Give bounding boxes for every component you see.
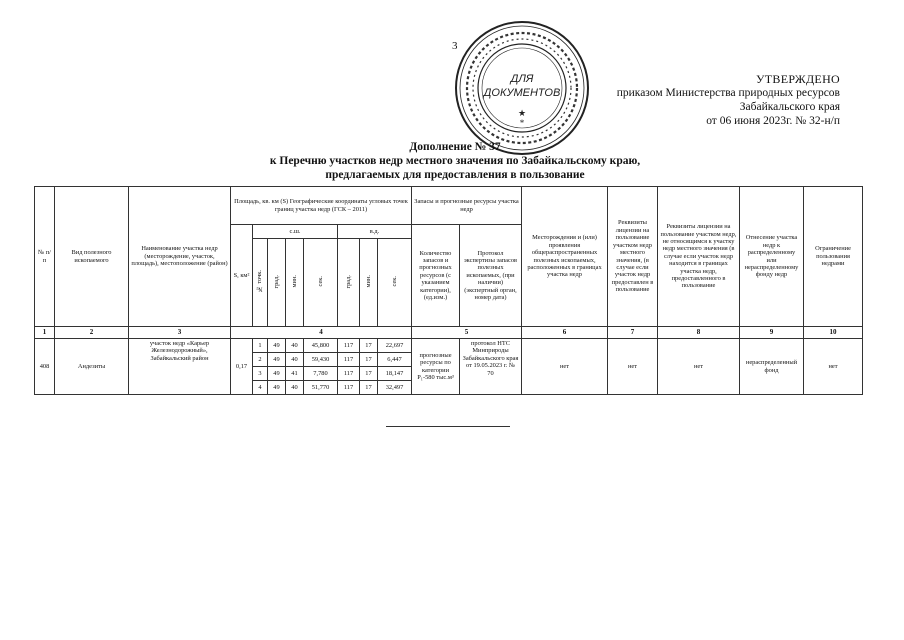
col-number-10: 10 xyxy=(804,327,863,339)
coord-point: 3 xyxy=(253,367,268,381)
register-table xyxy=(34,186,863,395)
row-protocol: протокол НТС Минприроды Забайкальского края от 19.05.2023 г. № 70 xyxy=(460,339,522,395)
approval-title: УТВЕРЖДЕНО xyxy=(755,72,840,86)
coord-point: 4 xyxy=(253,381,268,395)
header-lat: с.ш. xyxy=(253,225,338,239)
title-line-3: предлагаемых для предоставления в пользование xyxy=(325,169,585,181)
coord-lon-min: 17 xyxy=(360,381,378,395)
coord-lat-deg: 49 xyxy=(268,353,286,367)
header-fund: Отнесение участка недр к распределенному или нераспределенному фонду недр xyxy=(740,187,804,327)
coord-lat-sec: 51,770 xyxy=(304,381,338,395)
header-lon-deg: град. xyxy=(338,239,360,327)
header-area-coords: Площадь, кв. км (S) Географические координаты угловых точек границ участка недр (ГСК – 2011) xyxy=(231,187,412,225)
coord-lat-sec: 7,780 xyxy=(304,367,338,381)
svg-text:*: * xyxy=(519,118,525,128)
title-line-2: к Перечню участков недр местного значения по Забайкальскому краю, xyxy=(269,155,641,167)
coord-lat-deg: 49 xyxy=(268,339,286,353)
header-num: № п/п xyxy=(35,187,55,327)
header-deposits: Месторождения и (или) проявления общераспространенных полезных ископаемых, расположенных в границах участка недр xyxy=(522,187,608,327)
header-lat-sec: сек. xyxy=(304,239,338,327)
row-restriction: нет xyxy=(804,339,863,395)
header-lat-min: мин. xyxy=(286,239,304,327)
title-line-1: Дополнение № 37 xyxy=(409,141,501,153)
header-point: № точк. xyxy=(253,239,268,327)
header-protocol: Протокол экспертизы запасов полезных ископаемых, (при наличии) (экспертный орган, номер дата) xyxy=(460,225,522,327)
coord-lat-deg: 49 xyxy=(268,367,286,381)
header-license-part: Реквизиты лицензии на пользование участком недр, не относящимся к участку недр местного значения (в случае если участок недр находится в границах участка недр, предоставленного в пользование xyxy=(658,187,740,327)
col-number-3: 3 xyxy=(129,327,231,339)
row-deposits: нет xyxy=(522,339,608,395)
col-number-6: 6 xyxy=(522,327,608,339)
coord-lat-min: 41 xyxy=(286,367,304,381)
coord-lon-min: 17 xyxy=(360,367,378,381)
col-number-2: 2 xyxy=(55,327,129,339)
coord-lon-deg: 117 xyxy=(338,353,360,367)
header-lon-sec: сек. xyxy=(378,239,412,327)
row-fund: нераспределенный фонд xyxy=(740,339,804,395)
col-number-1: 1 xyxy=(35,327,55,339)
header-reserves-qty: Количество запасов и прогнозных ресурсов (с указанием категории), (ед.изм.) xyxy=(412,225,460,327)
coord-point: 2 xyxy=(253,353,268,367)
official-seal xyxy=(452,18,592,158)
header-mineral: Вид полезного ископаемого xyxy=(55,187,129,327)
coord-lon-sec: 32,497 xyxy=(378,381,412,395)
coord-lon-sec: 6,447 xyxy=(378,353,412,367)
coord-lon-deg: 117 xyxy=(338,339,360,353)
col-number-8: 8 xyxy=(658,327,740,339)
approval-line-3: от 06 июня 2023г. № 32-н/п xyxy=(706,115,840,127)
page-number: 3 xyxy=(452,40,458,52)
coord-lon-sec: 18,147 xyxy=(378,367,412,381)
svg-text:ДОКУМЕНТОВ: ДОКУМЕНТОВ xyxy=(483,87,561,99)
header-reserves-group: Запасы и прогнозные ресурсы участка недр xyxy=(412,187,522,225)
svg-text:★: ★ xyxy=(517,108,527,118)
coord-lat-min: 40 xyxy=(286,381,304,395)
row-reserves: прогнозные ресурсы по категории P₁-580 тыс.м³ xyxy=(412,339,460,395)
row-mineral: Андезиты xyxy=(55,339,129,395)
svg-text:ДЛЯ: ДЛЯ xyxy=(510,73,534,85)
row-name: участок недр «Карьер Железнодорожный», Забайкальский район xyxy=(129,339,231,395)
coord-lat-sec: 45,800 xyxy=(304,339,338,353)
row-area: 0,17 xyxy=(231,339,253,395)
header-lat-deg: град. xyxy=(268,239,286,327)
header-restriction: Ограничение пользования недрами xyxy=(804,187,863,327)
coord-lon-sec: 22,697 xyxy=(378,339,412,353)
row-license-part: нет xyxy=(658,339,740,395)
header-lon: в.д. xyxy=(338,225,412,239)
coord-lat-deg: 49 xyxy=(268,381,286,395)
coord-lon-deg: 117 xyxy=(338,367,360,381)
approval-line-2: Забайкальского края xyxy=(739,101,840,113)
coord-lat-min: 40 xyxy=(286,353,304,367)
coord-lat-min: 40 xyxy=(286,339,304,353)
header-license-req: Реквизиты лицензии на пользование участком недр местного значения, (в случае если участок недр предоставлен в пользование xyxy=(608,187,658,327)
approval-line-1: приказом Министерства природных ресурсов xyxy=(616,87,840,99)
approval-block xyxy=(600,72,840,128)
header-lon-min: мин. xyxy=(360,239,378,327)
document-title xyxy=(220,140,690,182)
coord-lon-min: 17 xyxy=(360,353,378,367)
coord-lon-min: 17 xyxy=(360,339,378,353)
col-number-5: 5 xyxy=(412,327,522,339)
coord-point: 1 xyxy=(253,339,268,353)
col-number-4: 4 xyxy=(231,327,412,339)
header-area: S, км² xyxy=(231,225,253,327)
coord-lat-sec: 59,430 xyxy=(304,353,338,367)
header-name: Наименование участка недр (месторождение, участок, площадь), местоположение (район) xyxy=(129,187,231,327)
row-num: 408 xyxy=(35,339,55,395)
col-number-9: 9 xyxy=(740,327,804,339)
row-license-req: нет xyxy=(608,339,658,395)
closing-rule xyxy=(386,426,510,427)
coord-lon-deg: 117 xyxy=(338,381,360,395)
col-number-7: 7 xyxy=(608,327,658,339)
